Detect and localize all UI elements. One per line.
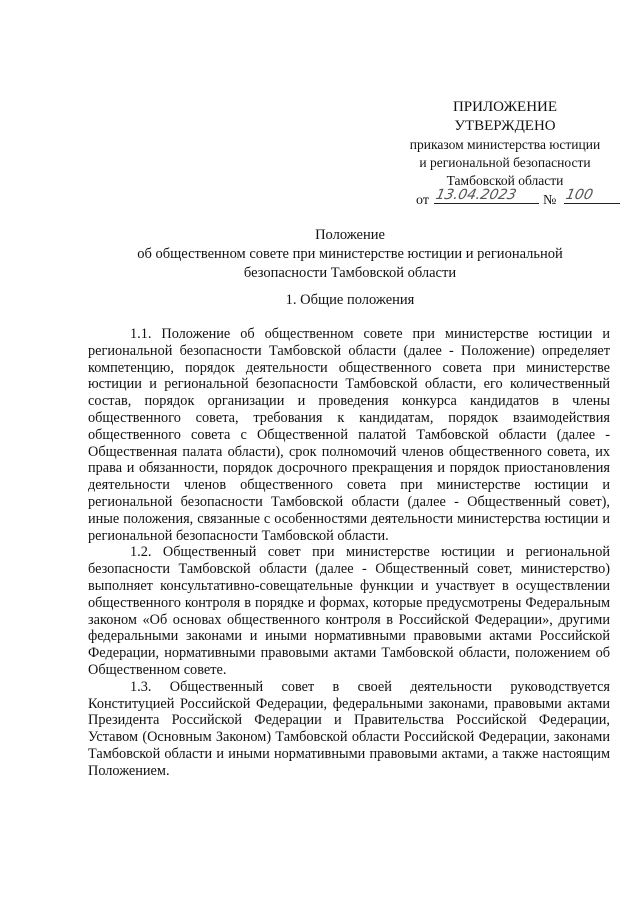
approval-region-line: Тамбовской области: [446, 173, 564, 188]
paragraph-1-2: 1.2. Общественный совет при министерстве юстиции и региональной безопасности Тамбовской области (далее - Общественный совет, министерство) выполняет консультативно-совещательные функции и участвует в осуществлении общественного контроля в порядке и формах, которые предусмотрены Федеральным законом «Об основах общественного контроля в Российской Федерации», другими федеральными законами и иными нормативными правовыми актами Российской Федерации, нормативными правовыми актами Тамбовской области, положением об Общественном совете.: [88, 544, 610, 678]
appendix-label: ПРИЛОЖЕНИЕ: [452, 99, 558, 115]
title-line-1: Положение: [315, 227, 385, 243]
approval-stamp: [380, 98, 630, 190]
date-field: [434, 187, 539, 204]
paragraph-1-1: 1.1. Положение об общественном совете при министерстве юстиции и региональной безопасности Тамбовской области (далее - Положение) определяет компетенцию, порядок деятельности общественного совета при министерстве юстиции и региональной безопасности Тамбовской области, его количественный состав, порядок организации и проведения конкурса кандидатов в члены общественного совета, требования к кандидатам, порядок взаимодействия общественного совета с Общественной палатой Тамбовской области (далее - Общественная палата области), срок полномочий членов общественного совета, их права и обязанности, порядок досрочного прекращения и порядок приостановления деятельности членов общественного совета при министерстве юстиции и региональной безопасности Тамбовской области (далее - Общественный совет), иные положения, связанные с особенностями деятельности министерства юстиции и региональной безопасности Тамбовской области.: [88, 326, 610, 544]
document-title: [90, 226, 610, 283]
section-heading: 1. Общие положения: [285, 292, 415, 308]
title-line-2: об общественном совете при министерстве юстиции и региональной: [137, 246, 563, 262]
document-body: [88, 326, 610, 780]
handwritten-number: 100: [564, 187, 595, 203]
number-field: [564, 187, 620, 204]
paragraph-1-3: 1.3. Общественный совет в своей деятельности руководствуется Конституцией Российской Федерации, федеральными законами, правовыми актами Президента Российской Федерации и Правительства Российской Федерации, Уставом (Основным Законом) Тамбовской области Российской Федерации, законами Тамбовской области и иными нормативными правовыми актами, а также настоящим Положением.: [88, 678, 610, 779]
number-prefix: №: [542, 193, 557, 208]
title-line-3: безопасности Тамбовской области: [243, 265, 457, 281]
approval-ministry-line: и региональной безопасности: [419, 155, 591, 170]
approval-order-line: приказом министерства юстиции: [409, 137, 601, 152]
approved-label: УТВЕРЖДЕНО: [454, 118, 556, 134]
order-date-number: [416, 187, 626, 211]
handwritten-date: 13.04.2023: [434, 187, 519, 203]
date-prefix: от: [416, 193, 429, 208]
